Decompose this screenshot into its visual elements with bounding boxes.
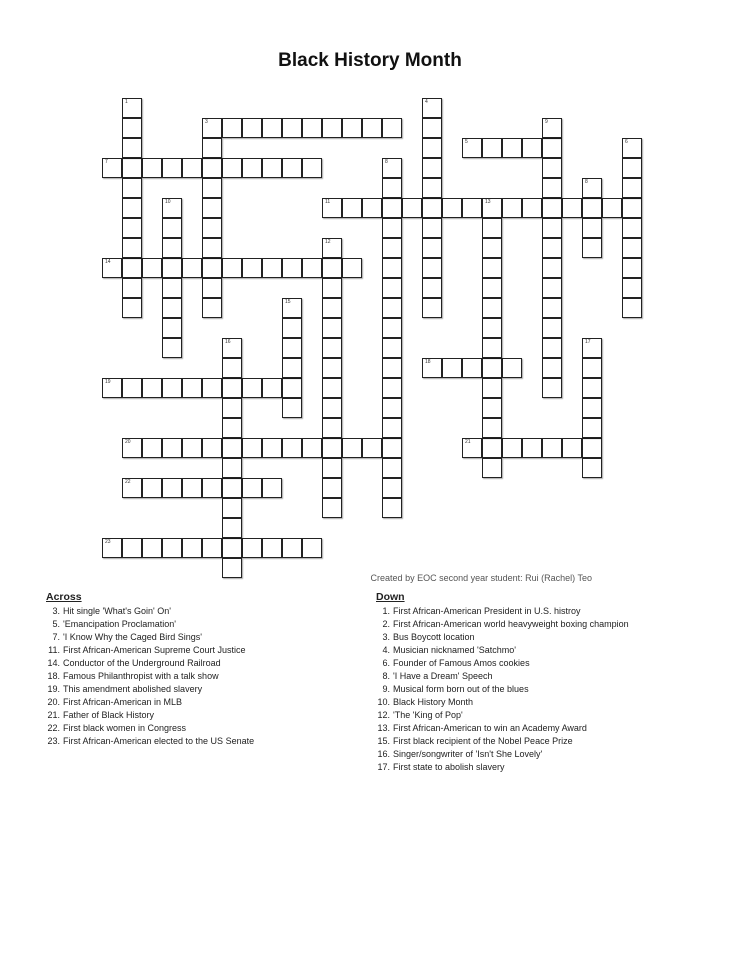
grid-cell[interactable] bbox=[342, 258, 362, 278]
grid-cell[interactable] bbox=[282, 258, 302, 278]
grid-cell[interactable] bbox=[522, 138, 542, 158]
grid-cell[interactable] bbox=[582, 238, 602, 258]
grid-cell[interactable] bbox=[422, 158, 442, 178]
grid-cell[interactable] bbox=[142, 538, 162, 558]
grid-cell[interactable] bbox=[122, 218, 142, 238]
grid-cell[interactable] bbox=[262, 538, 282, 558]
grid-cell[interactable] bbox=[162, 238, 182, 258]
grid-cell[interactable] bbox=[142, 158, 162, 178]
grid-cell[interactable] bbox=[622, 178, 642, 198]
grid-cell[interactable] bbox=[202, 258, 222, 278]
grid-cell[interactable] bbox=[322, 338, 342, 358]
grid-cell[interactable] bbox=[422, 198, 442, 218]
grid-cell[interactable] bbox=[322, 298, 342, 318]
grid-cell[interactable] bbox=[562, 438, 582, 458]
grid-cell[interactable] bbox=[482, 198, 502, 218]
grid-cell[interactable] bbox=[542, 378, 562, 398]
grid-cell[interactable] bbox=[622, 138, 642, 158]
grid-cell[interactable] bbox=[162, 438, 182, 458]
grid-cell[interactable] bbox=[482, 258, 502, 278]
grid-cell[interactable] bbox=[582, 338, 602, 358]
grid-cell[interactable] bbox=[122, 538, 142, 558]
clue-down-10: 10. Black History Month bbox=[377, 697, 474, 707]
grid-cell[interactable] bbox=[622, 218, 642, 238]
grid-cell[interactable] bbox=[222, 478, 242, 498]
grid-cell[interactable] bbox=[222, 458, 242, 478]
grid-cell[interactable] bbox=[202, 438, 222, 458]
grid-cell[interactable] bbox=[382, 418, 402, 438]
grid-cell[interactable] bbox=[182, 158, 202, 178]
grid-cell[interactable] bbox=[122, 258, 142, 278]
grid-cell[interactable] bbox=[582, 438, 602, 458]
grid-cell[interactable] bbox=[242, 118, 262, 138]
grid-cell[interactable] bbox=[322, 238, 342, 258]
grid-cell[interactable] bbox=[582, 458, 602, 478]
cell-number: 18 bbox=[425, 359, 431, 365]
grid-cell[interactable] bbox=[242, 478, 262, 498]
grid-cell[interactable] bbox=[582, 198, 602, 218]
grid-cell[interactable] bbox=[382, 118, 402, 138]
grid-cell[interactable] bbox=[382, 478, 402, 498]
down-clues bbox=[376, 591, 706, 774]
grid-cell[interactable] bbox=[322, 378, 342, 398]
cell-number: 1 bbox=[125, 99, 128, 105]
grid-cell[interactable] bbox=[182, 478, 202, 498]
grid-cell[interactable] bbox=[342, 118, 362, 138]
grid-cell[interactable] bbox=[282, 318, 302, 338]
grid-cell[interactable] bbox=[122, 138, 142, 158]
grid-cell[interactable] bbox=[582, 418, 602, 438]
grid-cell[interactable] bbox=[502, 138, 522, 158]
down-heading: Down bbox=[376, 591, 405, 603]
grid-cell[interactable] bbox=[282, 338, 302, 358]
grid-cell[interactable] bbox=[482, 338, 502, 358]
grid-cell[interactable] bbox=[322, 398, 342, 418]
grid-cell[interactable] bbox=[162, 318, 182, 338]
grid-cell[interactable] bbox=[142, 478, 162, 498]
grid-cell[interactable] bbox=[382, 298, 402, 318]
grid-cell[interactable] bbox=[162, 158, 182, 178]
grid-cell[interactable] bbox=[222, 378, 242, 398]
grid-cell[interactable] bbox=[382, 358, 402, 378]
grid-cell[interactable] bbox=[482, 398, 502, 418]
grid-cell[interactable] bbox=[122, 478, 142, 498]
grid-cell[interactable] bbox=[282, 358, 302, 378]
clue-down-16: 16. Singer/songwriter of 'Isn't She Lovely' bbox=[377, 749, 543, 759]
cell-number: 7 bbox=[105, 159, 108, 165]
cell-number: 22 bbox=[125, 479, 131, 485]
grid-cell[interactable] bbox=[302, 258, 322, 278]
grid-cell[interactable] bbox=[162, 338, 182, 358]
grid-cell[interactable] bbox=[542, 358, 562, 378]
grid-cell[interactable] bbox=[102, 258, 122, 278]
cell-number: 16 bbox=[225, 339, 231, 345]
grid-cell[interactable] bbox=[262, 158, 282, 178]
grid-cell[interactable] bbox=[542, 278, 562, 298]
clue-down-4: 4. Musician nicknamed 'Satchmo' bbox=[382, 645, 516, 655]
grid-cell[interactable] bbox=[322, 278, 342, 298]
grid-cell[interactable] bbox=[382, 158, 402, 178]
grid-cell[interactable] bbox=[462, 198, 482, 218]
grid-cell[interactable] bbox=[462, 138, 482, 158]
clue-across-23: 23. First African-American elected to the US Senate bbox=[47, 736, 255, 746]
clue-across-14: 14. Conductor of the Underground Railroad bbox=[47, 658, 221, 668]
grid-cell[interactable] bbox=[282, 118, 302, 138]
grid-cell[interactable] bbox=[262, 258, 282, 278]
clue-down-13: 13. First African-American to win an Academy Award bbox=[377, 723, 587, 733]
grid-cell[interactable] bbox=[462, 438, 482, 458]
grid-cell[interactable] bbox=[342, 438, 362, 458]
cell-number: 15 bbox=[285, 299, 291, 305]
grid-cell[interactable] bbox=[542, 238, 562, 258]
clue-down-15: 15. First black recipient of the Nobel Peace Prize bbox=[377, 736, 573, 746]
grid-cell[interactable] bbox=[442, 198, 462, 218]
cell-number: 11 bbox=[325, 199, 331, 205]
grid-cell[interactable] bbox=[122, 278, 142, 298]
grid-cell[interactable] bbox=[382, 258, 402, 278]
cell-number: 20 bbox=[125, 439, 131, 445]
grid-cell[interactable] bbox=[202, 238, 222, 258]
grid-cell[interactable] bbox=[282, 298, 302, 318]
across-clues bbox=[46, 591, 366, 748]
grid-cell[interactable] bbox=[222, 118, 242, 138]
grid-cell[interactable] bbox=[262, 378, 282, 398]
grid-cell[interactable] bbox=[302, 538, 322, 558]
clue-down-8: 8. 'I Have a Dream' Speech bbox=[382, 671, 493, 681]
grid-cell[interactable] bbox=[422, 178, 442, 198]
grid-cell[interactable] bbox=[622, 238, 642, 258]
grid-cell[interactable] bbox=[402, 198, 422, 218]
grid-cell[interactable] bbox=[482, 438, 502, 458]
grid-cell[interactable] bbox=[242, 438, 262, 458]
grid-cell[interactable] bbox=[122, 298, 142, 318]
grid-cell[interactable] bbox=[122, 98, 142, 118]
grid-cell[interactable] bbox=[522, 438, 542, 458]
grid-cell[interactable] bbox=[222, 438, 242, 458]
grid-cell[interactable] bbox=[282, 538, 302, 558]
grid-cell[interactable] bbox=[482, 218, 502, 238]
credit-line: Created by EOC second year student: Rui (Rachel) Teo bbox=[370, 573, 592, 583]
clue-down-2: 2. First African-American world heavyweight boxing champion bbox=[382, 619, 629, 629]
grid-cell[interactable] bbox=[302, 118, 322, 138]
clue-across-5: 5. 'Emancipation Proclamation' bbox=[52, 619, 176, 629]
grid-cell[interactable] bbox=[322, 318, 342, 338]
cell-number: 8 bbox=[385, 159, 388, 165]
grid-cell[interactable] bbox=[502, 358, 522, 378]
grid-cell[interactable] bbox=[142, 438, 162, 458]
grid-cell[interactable] bbox=[102, 378, 122, 398]
grid-cell[interactable] bbox=[622, 198, 642, 218]
cell-number: 9 bbox=[545, 119, 548, 125]
grid-cell[interactable] bbox=[182, 438, 202, 458]
grid-cell[interactable] bbox=[222, 158, 242, 178]
grid-cell[interactable] bbox=[322, 418, 342, 438]
grid-cell[interactable] bbox=[182, 378, 202, 398]
cell-number: 6 bbox=[625, 139, 628, 145]
grid-cell[interactable] bbox=[562, 198, 582, 218]
grid-cell[interactable] bbox=[362, 438, 382, 458]
grid-cell[interactable] bbox=[382, 218, 402, 238]
grid-cell[interactable] bbox=[162, 298, 182, 318]
grid-cell[interactable] bbox=[422, 258, 442, 278]
grid-cell[interactable] bbox=[122, 118, 142, 138]
grid-cell[interactable] bbox=[382, 238, 402, 258]
grid-cell[interactable] bbox=[382, 398, 402, 418]
cell-number: 3 bbox=[205, 119, 208, 125]
grid-cell[interactable] bbox=[162, 258, 182, 278]
grid-cell[interactable] bbox=[422, 98, 442, 118]
grid-cell[interactable] bbox=[622, 278, 642, 298]
grid-cell[interactable] bbox=[382, 338, 402, 358]
cell-number: 5 bbox=[465, 139, 468, 145]
grid-cell[interactable] bbox=[222, 558, 242, 578]
grid-cell[interactable] bbox=[282, 378, 302, 398]
grid-cell[interactable] bbox=[322, 198, 342, 218]
grid-cell[interactable] bbox=[202, 478, 222, 498]
grid-cell[interactable] bbox=[602, 198, 622, 218]
grid-cell[interactable] bbox=[182, 258, 202, 278]
grid-cell[interactable] bbox=[482, 298, 502, 318]
grid-cell[interactable] bbox=[422, 238, 442, 258]
grid-cell[interactable] bbox=[322, 498, 342, 518]
grid-cell[interactable] bbox=[162, 538, 182, 558]
grid-cell[interactable] bbox=[322, 478, 342, 498]
grid-cell[interactable] bbox=[322, 458, 342, 478]
cell-number: 4 bbox=[425, 99, 428, 105]
grid-cell[interactable] bbox=[542, 438, 562, 458]
grid-cell[interactable] bbox=[542, 338, 562, 358]
grid-cell[interactable] bbox=[122, 378, 142, 398]
grid-cell[interactable] bbox=[122, 438, 142, 458]
grid-cell[interactable] bbox=[542, 118, 562, 138]
grid-cell[interactable] bbox=[242, 538, 262, 558]
grid-cell[interactable] bbox=[582, 358, 602, 378]
grid-cell[interactable] bbox=[262, 118, 282, 138]
grid-cell[interactable] bbox=[542, 298, 562, 318]
grid-cell[interactable] bbox=[422, 278, 442, 298]
clue-down-6: 6. Founder of Famous Amos cookies bbox=[382, 658, 530, 668]
grid-cell[interactable] bbox=[202, 158, 222, 178]
clue-across-7: 7. 'I Know Why the Caged Bird Sings' bbox=[52, 632, 203, 642]
grid-cell[interactable] bbox=[142, 378, 162, 398]
grid-cell[interactable] bbox=[542, 258, 562, 278]
clue-across-19: 19. This amendment abolished slavery bbox=[47, 684, 203, 694]
grid-cell[interactable] bbox=[282, 158, 302, 178]
cell-number: 13 bbox=[485, 199, 491, 205]
grid-cell[interactable] bbox=[282, 398, 302, 418]
grid-cell[interactable] bbox=[222, 518, 242, 538]
grid-cell[interactable] bbox=[482, 318, 502, 338]
grid-cell[interactable] bbox=[542, 218, 562, 238]
grid-cell[interactable] bbox=[542, 198, 562, 218]
grid-cell[interactable] bbox=[362, 198, 382, 218]
grid-cell[interactable] bbox=[522, 198, 542, 218]
grid-cell[interactable] bbox=[482, 138, 502, 158]
cell-number: 8 bbox=[585, 179, 588, 185]
grid-cell[interactable] bbox=[102, 158, 122, 178]
clue-down-12: 12. 'The 'King of Pop' bbox=[377, 710, 463, 720]
grid-cell[interactable] bbox=[422, 118, 442, 138]
clue-down-17: 17. First state to abolish slavery bbox=[377, 762, 505, 772]
grid-cell[interactable] bbox=[382, 278, 402, 298]
grid-cell[interactable] bbox=[482, 458, 502, 478]
grid-cell[interactable] bbox=[242, 158, 262, 178]
grid-cell[interactable] bbox=[622, 158, 642, 178]
grid-cell[interactable] bbox=[322, 358, 342, 378]
cell-number: 17 bbox=[585, 339, 591, 345]
grid-cell[interactable] bbox=[182, 538, 202, 558]
grid-cell[interactable] bbox=[202, 198, 222, 218]
cell-number: 14 bbox=[105, 259, 111, 265]
grid-cell[interactable] bbox=[202, 178, 222, 198]
grid-cell[interactable] bbox=[122, 178, 142, 198]
grid-cell[interactable] bbox=[162, 478, 182, 498]
grid-cell[interactable] bbox=[102, 538, 122, 558]
grid-cell[interactable] bbox=[482, 278, 502, 298]
grid-cell[interactable] bbox=[222, 338, 242, 358]
grid-cell[interactable] bbox=[322, 438, 342, 458]
grid-cell[interactable] bbox=[202, 378, 222, 398]
grid-cell[interactable] bbox=[202, 298, 222, 318]
grid-cell[interactable] bbox=[362, 118, 382, 138]
grid-cell[interactable] bbox=[162, 218, 182, 238]
grid-cell[interactable] bbox=[482, 358, 502, 378]
grid-cell[interactable] bbox=[442, 358, 462, 378]
grid-cell[interactable] bbox=[542, 138, 562, 158]
grid-cell[interactable] bbox=[322, 258, 342, 278]
clue-across-3: 3. Hit single 'What's Goin' On' bbox=[52, 606, 171, 616]
grid-cell[interactable] bbox=[202, 278, 222, 298]
grid-cell[interactable] bbox=[302, 438, 322, 458]
grid-cell[interactable] bbox=[382, 198, 402, 218]
grid-cell[interactable] bbox=[422, 358, 442, 378]
grid-cell[interactable] bbox=[222, 358, 242, 378]
clue-down-3: 3. Bus Boycott location bbox=[382, 632, 475, 642]
grid-cell[interactable] bbox=[542, 158, 562, 178]
grid-cell[interactable] bbox=[142, 258, 162, 278]
grid-cell[interactable] bbox=[622, 258, 642, 278]
grid-cell[interactable] bbox=[122, 198, 142, 218]
grid-cell[interactable] bbox=[222, 418, 242, 438]
grid-cell[interactable] bbox=[222, 498, 242, 518]
across-heading: Across bbox=[46, 591, 82, 603]
grid-cell[interactable] bbox=[342, 198, 362, 218]
grid-cell[interactable] bbox=[262, 438, 282, 458]
cell-number: 10 bbox=[165, 199, 171, 205]
cell-number: 21 bbox=[465, 439, 471, 445]
clue-down-9: 9. Musical form born out of the blues bbox=[382, 684, 529, 694]
grid-cell[interactable] bbox=[222, 258, 242, 278]
grid-cell[interactable] bbox=[422, 298, 442, 318]
clue-across-22: 22. First black women in Congress bbox=[47, 723, 187, 733]
grid-cell[interactable] bbox=[282, 438, 302, 458]
clue-across-18: 18. Famous Philanthropist with a talk show bbox=[47, 671, 219, 681]
grid-cell[interactable] bbox=[202, 138, 222, 158]
grid-cell[interactable] bbox=[382, 178, 402, 198]
grid-cell[interactable] bbox=[202, 118, 222, 138]
grid-cell[interactable] bbox=[502, 438, 522, 458]
cell-number: 19 bbox=[105, 379, 111, 385]
grid-cell[interactable] bbox=[382, 438, 402, 458]
grid-cell[interactable] bbox=[382, 378, 402, 398]
grid-cell[interactable] bbox=[582, 398, 602, 418]
grid-cell[interactable] bbox=[462, 358, 482, 378]
grid-cell[interactable] bbox=[202, 218, 222, 238]
grid-cell[interactable] bbox=[422, 138, 442, 158]
cell-number: 12 bbox=[325, 239, 331, 245]
grid-cell[interactable] bbox=[542, 318, 562, 338]
grid-cell[interactable] bbox=[422, 218, 442, 238]
grid-cell[interactable] bbox=[242, 378, 262, 398]
clue-across-20: 20. First African-American in MLB bbox=[47, 697, 183, 707]
clue-across-21: 21. Father of Black History bbox=[47, 710, 155, 720]
grid-cell[interactable] bbox=[622, 298, 642, 318]
grid-cell[interactable] bbox=[202, 538, 222, 558]
grid-cell[interactable] bbox=[582, 378, 602, 398]
grid-cell[interactable] bbox=[242, 258, 262, 278]
clue-down-1: 1. First African-American President in U.S. histroy bbox=[382, 606, 581, 616]
grid-cell[interactable] bbox=[162, 278, 182, 298]
grid-cell[interactable] bbox=[542, 178, 562, 198]
grid-cell[interactable] bbox=[302, 158, 322, 178]
grid-cell[interactable] bbox=[502, 198, 522, 218]
cell-number: 23 bbox=[105, 539, 111, 545]
grid-cell[interactable] bbox=[582, 218, 602, 238]
grid-cell[interactable] bbox=[482, 378, 502, 398]
grid-cell[interactable] bbox=[222, 538, 242, 558]
grid-cell[interactable] bbox=[382, 498, 402, 518]
grid-cell[interactable] bbox=[222, 398, 242, 418]
grid-cell[interactable] bbox=[162, 198, 182, 218]
grid-cell[interactable] bbox=[122, 158, 142, 178]
grid-cell[interactable] bbox=[382, 458, 402, 478]
clue-across-11: 11. First African-American Supreme Court Justice bbox=[48, 645, 246, 655]
grid-cell[interactable] bbox=[262, 478, 282, 498]
grid-cell[interactable] bbox=[482, 418, 502, 438]
page-title: Black History Month bbox=[278, 50, 462, 71]
grid-cell[interactable] bbox=[162, 378, 182, 398]
grid-cell[interactable] bbox=[122, 238, 142, 258]
grid-cell[interactable] bbox=[482, 238, 502, 258]
grid-cell[interactable] bbox=[382, 318, 402, 338]
grid-cell[interactable] bbox=[322, 118, 342, 138]
grid-cell[interactable] bbox=[582, 178, 602, 198]
